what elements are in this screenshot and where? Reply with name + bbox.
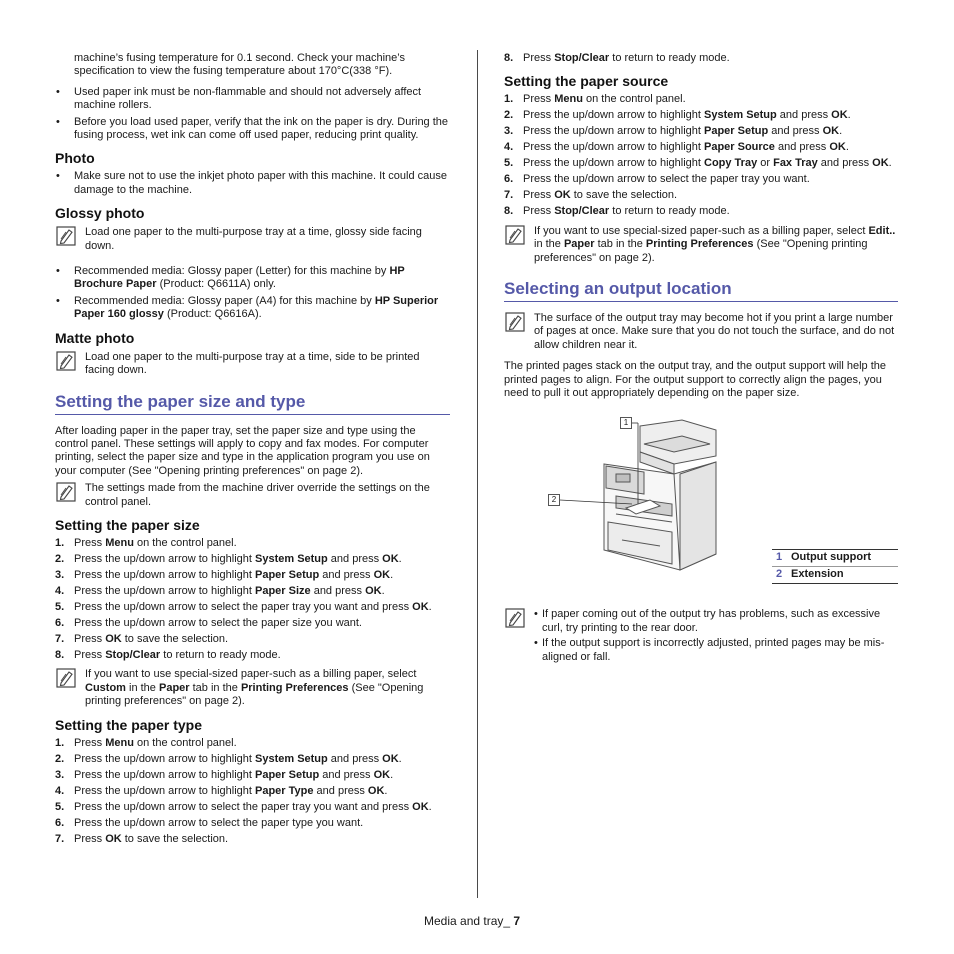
step-item: 2. Press the up/down arrow to highlight System Setup and press OK. [504,109,851,122]
photo-heading: Photo [55,150,95,167]
note-icon [56,668,76,688]
note-icon [56,482,76,502]
step-item: 1. Press Menu on the control panel. [55,736,237,749]
output-hot-note [504,312,898,352]
page-number: 7 [513,914,521,928]
step-item: 3. Press the up/down arrow to highlight Paper Setup and press OK. [55,568,394,581]
step-item: 4. Press the up/down arrow to highlight Paper Type and press OK. [55,784,388,797]
glossy-bullets [55,265,450,322]
step-item: 7. Press OK to save the selection. [55,832,229,845]
note-text: If you want to use special-sized paper-such as a billing paper, select Custom in the Paper tab in the Printing Preferences (See "Opening printing preferences" on page 2). [85,668,424,708]
glossy-heading: Glossy photo [55,205,145,222]
note-icon [56,351,76,371]
output-location-heading: Selecting an output location [504,279,898,302]
size-type-paragraph: After loading paper in the paper tray, set the paper size and type using the control panel. These settings will apply to copy and fax modes. For computer printing, select the paper size and type in the application program you use on your computer (See "Opening printing preferences" on page 2). [55,424,430,477]
paper-source-heading: Setting the paper source [504,73,669,90]
step-item: 6. Press the up/down arrow to select the paper tray you want. [504,173,810,186]
paper-size-heading: Setting the paper size [55,516,200,533]
paper-type-steps [55,737,450,846]
footer-label: Media and tray_ [424,914,514,928]
note-text: If you want to use special-sized paper-such as a billing paper, select Edit.. in the Paper tab in the Printing Preferences (See "Opening printing preferences" on page 2). [534,224,896,264]
step-item: 4. Press the up/down arrow to highlight Paper Source and press OK. [504,141,849,154]
note-text: The surface of the output tray may become hot if you print a large number of pages at once. Make sure that you do not touch the surface, and do not allow children near it. [534,312,895,351]
column-divider [477,50,478,898]
output-paragraph: The printed pages stack on the output tray, and the output support will help the printed pages to align. For the output support to correctly align the pages, you need to pull it out appropriately depending on the paper size. [504,360,886,400]
note-icon [56,226,76,246]
note-text: Load one paper to the multi-purpose tray at a time, side to be printed facing down. [85,350,420,377]
step-item: 7. Press OK to save the selection. [55,632,229,645]
paper-size-steps [55,537,450,662]
step-item: 8. Press Stop/Clear to return to ready mode. [504,52,730,64]
list-item: • Make sure not to use the inkjet photo paper with this machine. It could cause damage to the machine. [55,170,450,197]
intro-bullets [55,86,450,143]
printer-figure [504,414,898,604]
note-icon [505,225,525,245]
paper-size-note [55,668,450,708]
photo-bullets [55,170,450,197]
step-item: 3. Press the up/down arrow to highlight Paper Setup and press OK. [504,125,843,138]
note-icon [505,312,525,332]
legend-row: 2 Extension [772,566,898,584]
page-footer [424,914,520,928]
step-item: 8. Press Stop/Clear to return to ready mode. [504,205,730,218]
step-item: 3. Press the up/down arrow to highlight Paper Setup and press OK. [55,768,394,781]
step-item: 1. Press Menu on the control panel. [504,93,686,106]
matte-heading: Matte photo [55,329,135,346]
right-column [504,52,898,672]
callout-1: 1 [620,417,632,429]
step-item: 8. Press Stop/Clear to return to ready mode. [55,648,281,661]
list-item: • If paper coming out of the output try has problems, such as excessive curl, try printing to the rear door. [534,608,898,635]
step-item: 4. Press the up/down arrow to highlight Paper Size and press OK. [55,584,385,597]
continued-step [504,52,898,65]
legend-row: 1 Output support [772,549,898,566]
step-item: 2. Press the up/down arrow to highlight System Setup and press OK. [55,752,402,765]
paper-type-heading: Setting the paper type [55,716,203,733]
paper-source-steps [504,93,898,218]
output-problems-note [504,608,898,664]
note-text: The settings made from the machine driver override the settings on the control panel. [85,482,430,508]
paper-source-note [504,225,898,265]
step-item: 5. Press the up/down arrow to select the paper tray you want and press OK. [55,800,432,813]
callout-2: 2 [548,494,560,506]
figure-legend [772,549,898,584]
step-item: 7. Press OK to save the selection. [504,189,678,202]
note-text: Load one paper to the multi-purpose tray at a time, glossy side facing down. [85,226,422,252]
note-icon [505,608,525,628]
size-type-heading: Setting the paper size and type [55,392,450,415]
list-item: • Recommended media: Glossy paper (Letter) for this machine by HP Brochure Paper (Product: Q6611A) only. [55,265,450,292]
step-item: 6. Press the up/down arrow to select the paper type you want. [55,816,364,829]
note-bullets [534,608,898,664]
list-item: • Used paper ink must be non-flammable and should not adversely affect machine rollers. [55,86,450,113]
size-type-note [55,482,450,509]
list-item: • If the output support is incorrectly adjusted, printed pages may be mis-aligned or fall. [534,637,898,664]
step-item: 6. Press the up/down arrow to select the paper size you want. [55,616,362,629]
step-item: 5. Press the up/down arrow to select the paper tray you want and press OK. [55,600,432,613]
matte-note [55,351,450,378]
step-item: 5. Press the up/down arrow to highlight Copy Tray or Fax Tray and press OK. [504,157,892,170]
step-item: 2. Press the up/down arrow to highlight System Setup and press OK. [55,552,402,565]
list-item: • Recommended media: Glossy paper (A4) for this machine by HP Superior Paper 160 glossy (Product: Q6616A). [55,295,450,322]
step-item: 1. Press Menu on the control panel. [55,536,237,549]
intro-continuation: machine’s fusing temperature for 0.1 second. Check your machine’s specification to view the fusing temperature about 170°C(338 °F). [74,52,405,78]
list-item: • Before you load used paper, verify that the ink on the paper is dry. During the fusing process, wet ink can come off used paper, reducing print quality. [55,116,450,143]
left-column [55,52,450,852]
glossy-note [55,226,450,253]
